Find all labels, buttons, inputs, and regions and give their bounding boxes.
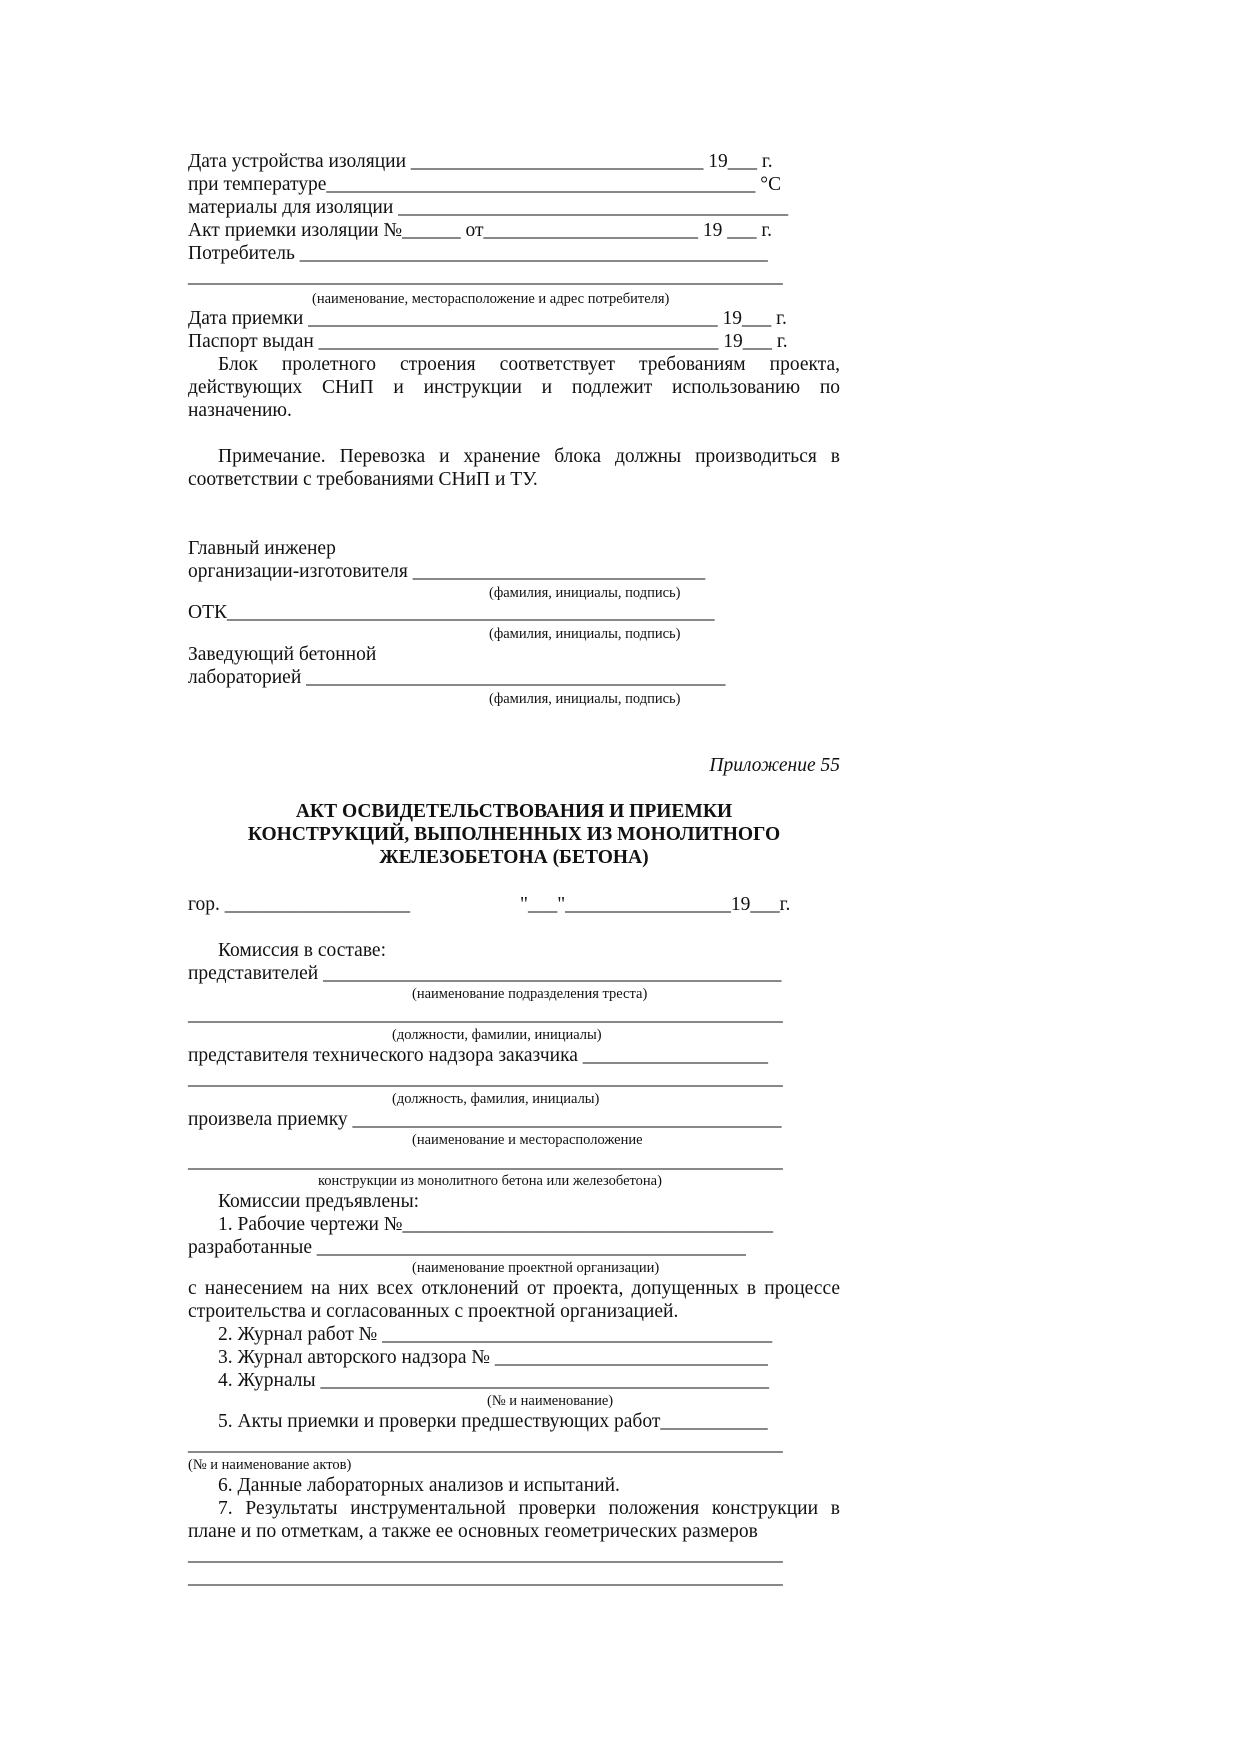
presented-heading: Комиссии предъявлены: — [218, 1191, 420, 1212]
act-date-field: "___"_________________19___г. — [520, 894, 791, 915]
consumer-blank-line: _____________________________________________________________ — [188, 266, 783, 287]
otk-caption: (фамилия, инициалы, подпись) — [489, 626, 681, 642]
acceptance-date-field: Дата приемки __________________________________________ 19___ г. — [188, 308, 787, 329]
note-paragraph — [188, 445, 840, 491]
act-title-line-2: КОНСТРУКЦИЙ, ВЫПОЛНЕННЫХ ИЗ МОНОЛИТНОГО — [247, 824, 781, 845]
otk-signature-field: ОТК__________________________________________________ — [188, 602, 715, 623]
item-2-work-log: 2. Журнал работ № ________________________________________ — [218, 1324, 773, 1345]
representatives-line-caption: (должности, фамилии, инициалы) — [392, 1027, 602, 1043]
item-6-lab-data: 6. Данные лабораторных анализов и испытаний. — [218, 1475, 620, 1496]
act-title-line-3: ЖЕЛЕЗОБЕТОНА (БЕТОНА) — [379, 847, 649, 868]
item-5-acts: 5. Акты приемки и проверки предшествующих работ___________ — [218, 1411, 768, 1432]
act-title-line-1: АКТ ОСВИДЕТЕЛЬСТВОВАНИЯ И ПРИЕМКИ — [295, 801, 733, 822]
commission-heading: Комиссия в составе: — [218, 940, 386, 961]
consumer-field: Потребитель ________________________________________________ — [188, 243, 768, 264]
deviations-paragraph — [188, 1277, 840, 1323]
item-7-text: 7. Результаты инструментальной проверки положения конструкции в плане и по отметкам, а также ее основных геометрических размеров — [188, 1498, 840, 1542]
item-7-blank-line-2: _____________________________________________________________ — [188, 1567, 783, 1588]
item-7-paragraph — [188, 1497, 840, 1543]
accepted-object-blank-line: _____________________________________________________________ — [188, 1151, 783, 1172]
note-text: Примечание. Перевозка и хранение блока должны производиться в соответствии с требованиями СНиП и ТУ. — [188, 446, 840, 490]
conformity-text: Блок пролетного строения соответствует требованиям проекта, действующих СНиП и инструкции и подлежит использованию по назначению. — [188, 354, 840, 421]
accepted-object-caption: (наименование и месторасположение — [412, 1132, 643, 1148]
item-7-blank-line-1: _____________________________________________________________ — [188, 1544, 783, 1565]
developed-by-caption: (наименование проектной организации) — [412, 1260, 660, 1276]
item-4-logs: 4. Журналы ______________________________________________ — [218, 1370, 769, 1391]
insulation-act-field: Акт приемки изоляции №______ от______________________ 19 ___ г. — [188, 220, 773, 241]
tech-supervision-field: представителя технического надзора заказчика ___________________ — [188, 1045, 769, 1066]
temperature-field: при температуре____________________________________________ °С — [188, 174, 782, 195]
tech-supervision-blank-line: _____________________________________________________________ — [188, 1068, 783, 1089]
appendix-label: Приложение 55 — [709, 755, 840, 776]
accepted-object-line-caption: конструкции из монолитного бетона или железобетона) — [318, 1173, 662, 1189]
item-1-drawings: 1. Рабочие чертежи №______________________________________ — [218, 1214, 773, 1235]
conformity-paragraph — [188, 353, 840, 422]
accepted-object-field: произвела приемку ____________________________________________ — [188, 1109, 782, 1130]
deviations-text: с нанесением на них всех отклонений от проекта, допущенных в процессе строительства и согласованных с проектной организацией. — [188, 1278, 840, 1322]
passport-issued-field: Паспорт выдан _________________________________________ 19___ г. — [188, 331, 788, 352]
insulation-materials-field: материалы для изоляции ________________________________________ — [188, 197, 789, 218]
chief-engineer-caption: (фамилия, инициалы, подпись) — [489, 585, 681, 601]
consumer-caption: (наименование, месторасположение и адрес потребителя) — [312, 291, 670, 307]
item-5-caption: (№ и наименование актов) — [188, 1457, 352, 1473]
item-3-author-supervision-log: 3. Журнал авторского надзора № ____________________________ — [218, 1347, 768, 1368]
representatives-field: представителей _______________________________________________ — [188, 963, 782, 984]
city-field: гор. ___________________ — [188, 894, 411, 915]
item-4-caption: (№ и наименование) — [487, 1393, 614, 1409]
developed-by-field: разработанные ____________________________________________ — [188, 1237, 746, 1258]
item-5-blank-line: _____________________________________________________________ — [188, 1434, 783, 1455]
lab-head-caption: (фамилия, инициалы, подпись) — [489, 691, 681, 707]
tech-supervision-caption: (должность, фамилия, инициалы) — [392, 1091, 600, 1107]
lab-head-label: Заведующий бетонной — [188, 644, 377, 665]
lab-head-signature-field: лабораторией ___________________________________________ — [188, 667, 726, 688]
chief-engineer-signature-field: организации-изготовителя ______________________________ — [188, 561, 706, 582]
act-title — [188, 800, 840, 869]
insulation-date-field: Дата устройства изоляции ______________________________ 19___ г. — [188, 151, 773, 172]
representatives-blank-line: _____________________________________________________________ — [188, 1004, 783, 1025]
representatives-caption: (наименование подразделения треста) — [412, 986, 648, 1002]
chief-engineer-label: Главный инженер — [188, 538, 336, 559]
